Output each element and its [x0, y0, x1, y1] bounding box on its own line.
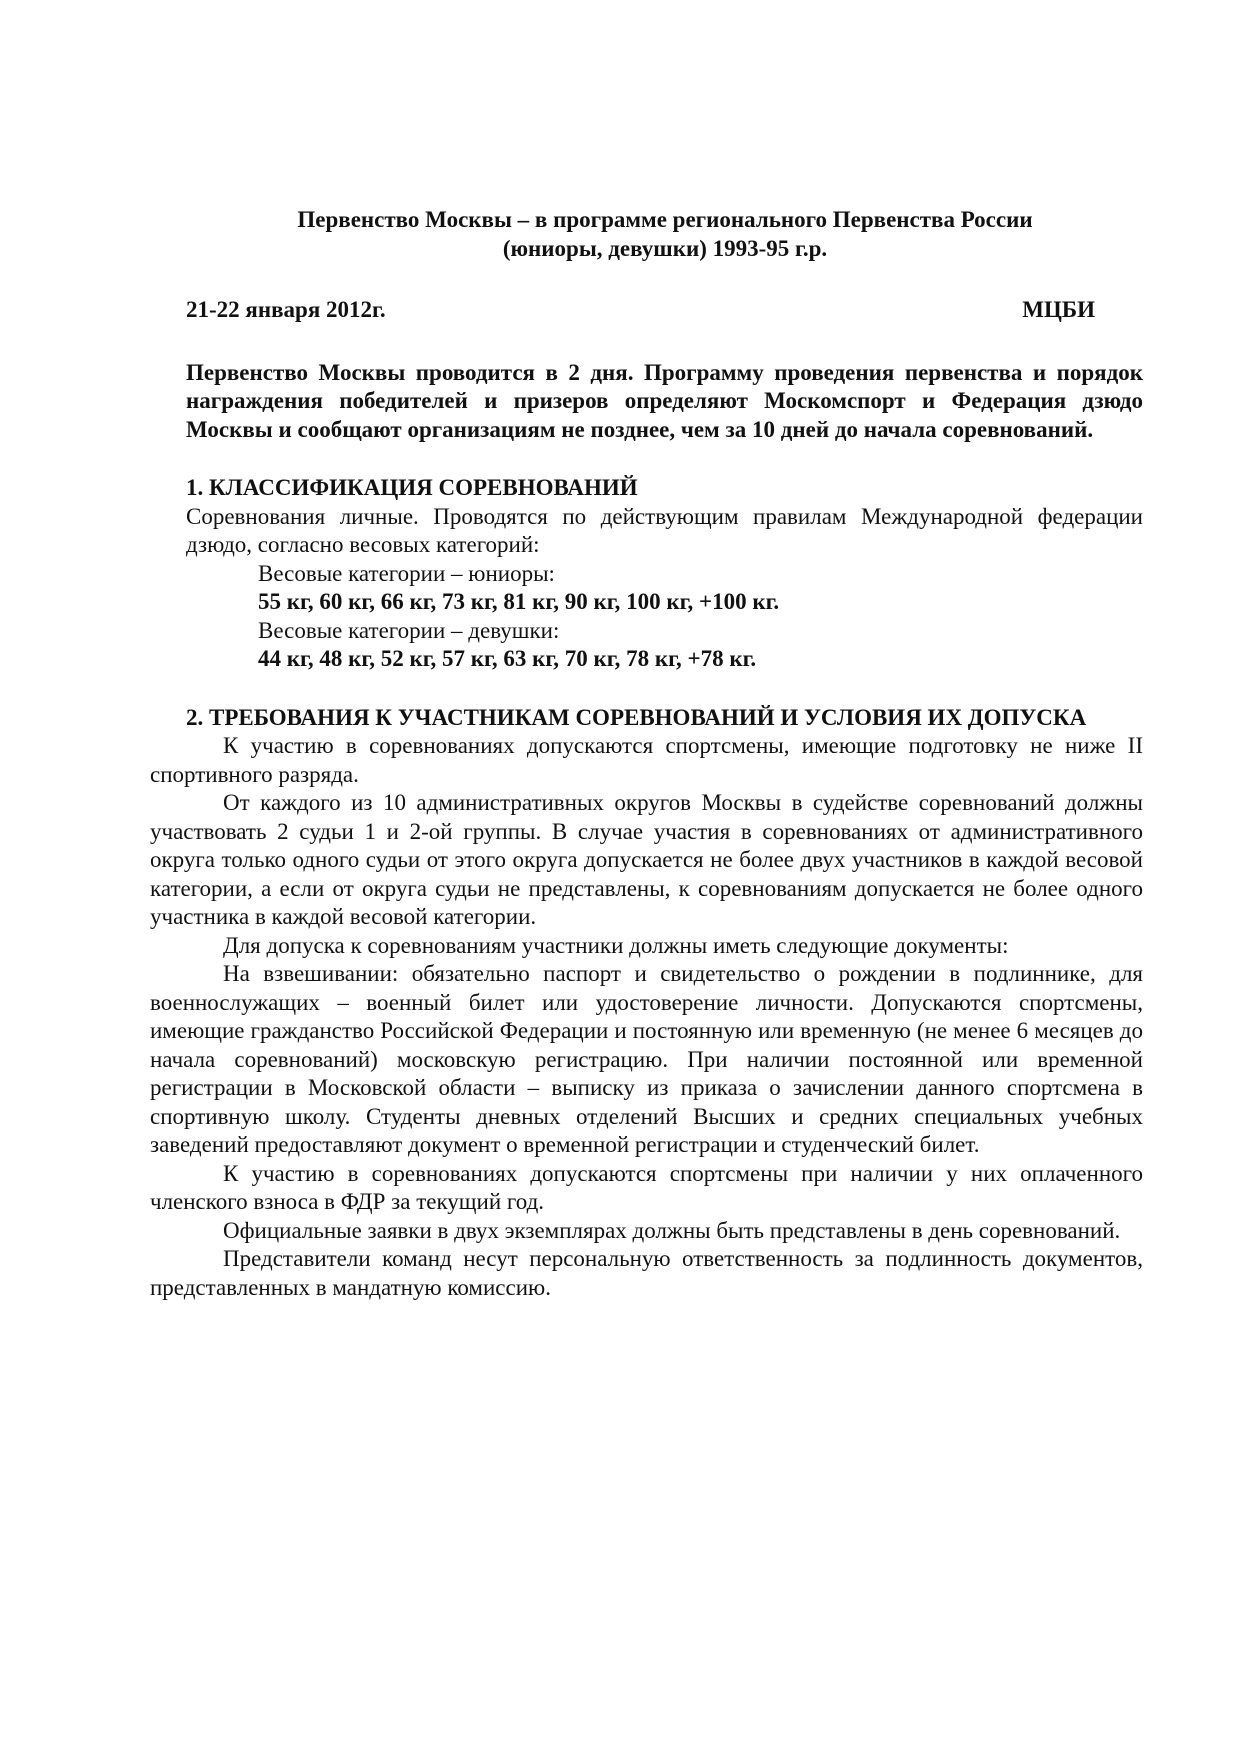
title-line-1: Первенство Москвы – в программе регионального Первенства России [297, 207, 1033, 232]
intro-paragraph: Первенство Москвы проводится в 2 дня. Программу проведения первенства и порядок награждения победителей и призеров определяют Москомспорт и Федерация дзюдо Москвы и сообщают организациям не позднее, чем за 10 дней до начала соревнований. [186, 359, 1143, 442]
girls-weights-label: Весовые категории – девушки: [258, 617, 560, 643]
section-2-paragraph: Для допуска к соревнованиям участники должны иметь следующие документы: [223, 932, 1009, 958]
girls-weights-list: 44 кг, 48 кг, 52 кг, 57 кг, 63 кг, 70 кг, 78 кг, +78 кг. [258, 646, 757, 671]
section-2-paragraph: К участию в соревнованиях допускаются спортсмены, имеющие подготовку не ниже II спортивного разряда. [150, 733, 1143, 787]
document-page [150, 205, 1143, 1302]
section-2-paragraph: На взвешивании: обязательно паспорт и свидетельство о рождении в подлиннике, для военнослужащих – военный билет или удостоверение личности. Допускаются спортсмены, имеющие гражданство Российской Федерации и постоянную или временную (не менее 6 месяцев до начала соревнований) московскую регистрацию. При наличии постоянной или временной регистрации в Московской области – выписку из приказа о зачислении данного спортсмена в спортивную школу. Студенты дневных отделений Высших и средних специальных учебных заведений предоставляют документ о временной регистрации и студенческий билет. [150, 961, 1143, 1157]
event-info-row [186, 296, 1140, 325]
section-2-paragraph: Представители команд несут персональную ответственность за подлинность документов, представленных в мандатную комиссию. [150, 1246, 1143, 1300]
event-venue: МЦБИ [1022, 297, 1095, 322]
section-1-body [186, 503, 1143, 674]
section-1-text: Соревнования личные. Проводятся по действующим правилам Международной федерации дзюдо, согласно весовых категорий: [186, 503, 1143, 557]
section-2-body [150, 732, 1143, 1302]
juniors-weights-list: 55 кг, 60 кг, 66 кг, 73 кг, 81 кг, 90 кг, 100 кг, +100 кг. [258, 589, 780, 614]
section-2-heading: 2. ТРЕБОВАНИЯ К УЧАСТНИКАМ СОРЕВНОВАНИЙ И УСЛОВИЯ ИХ ДОПУСКА [186, 704, 1087, 730]
section-1-heading: 1. КЛАССИФИКАЦИЯ СОРЕВНОВАНИЙ [186, 475, 638, 500]
juniors-weights-label: Весовые категории – юниоры: [258, 560, 555, 586]
event-date: 21-22 января 2012г. [186, 297, 386, 322]
section-2-paragraph: От каждого из 10 административных округов Москвы в судействе соревнований должны участвовать 2 судьи 1 и 2-ой группы. В случае участия в соревнованиях от административного округа только одного судьи от этого округа допускается не более двух участников в каждой весовой категории, а если от округа судьи не представлены, к соревнованиям допускается не более одного участника в каждой весовой категории. [150, 790, 1143, 929]
section-2-paragraph: Официальные заявки в двух экземплярах должны быть представлены в день соревнований. [223, 1217, 1121, 1243]
document-title [190, 205, 1140, 263]
title-line-2: (юниоры, девушки) 1993-95 г.р. [502, 236, 828, 261]
section-2-paragraph: К участию в соревнованиях допускаются спортсмены при наличии у них оплаченного членского взноса в ФДР за текущий год. [150, 1160, 1143, 1214]
